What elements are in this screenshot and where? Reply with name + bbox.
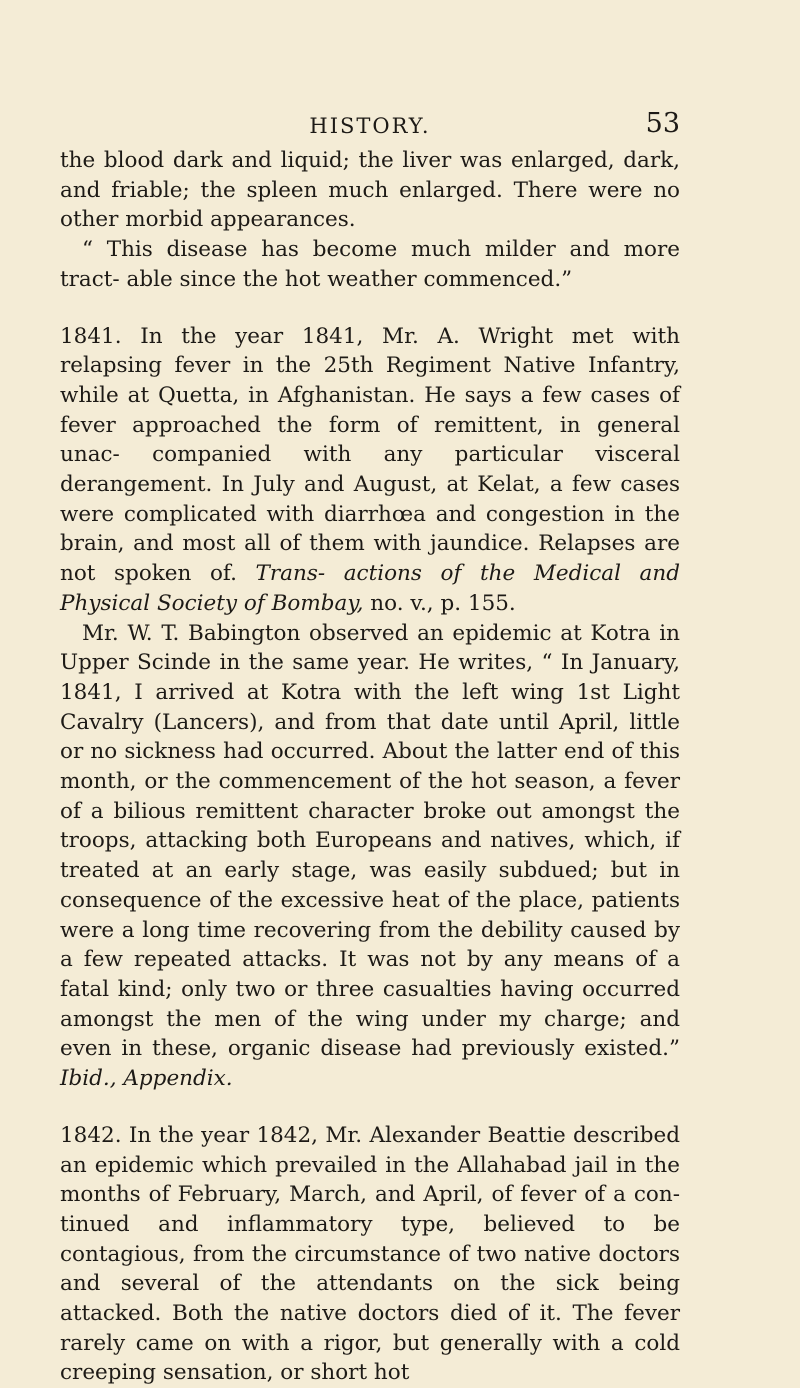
paragraph-text: 1841. In the year 1841, Mr. A. Wright met with relapsing fever in the 25th Regiment Native Infantry, while at Quetta, in Afghanistan. He says a few cases of fever approached the form of remittent, in general unac- companied with any particular visceral derangement. In July and August, at Kelat, a few cases were complicated with diarrhœa and congestion in the brain, and most all of them with jaundice. Relapses are not spoken of. <box>60 323 680 587</box>
body-text <box>60 146 680 1388</box>
running-title: HISTORY. <box>309 114 431 138</box>
running-head <box>60 108 680 144</box>
page-number: 53 <box>645 108 680 139</box>
paragraph-gap <box>60 1094 680 1121</box>
paragraph-autopsy-findings: the blood dark and liquid; the liver was enlarged, dark, and friable; the spleen much enlarged. There were no other morbid appearances. <box>60 148 680 233</box>
paragraph-1842-beattie: 1842. In the year 1842, Mr. Alexander Beattie described an epidemic which prevailed in the Allahabad jail in the months of February, March, and April, of fever of a con- tinued and inflammatory type, believed to be contagious, from the circumstance of two native doctors and several of the attendants on the sick being attacked. Both the native doctors died of it. The fever rarely came on with a rigor, but generally with a cold creeping sensation, or short hot <box>60 1122 680 1386</box>
citation-tail: no. v., p. 155. <box>363 590 516 616</box>
paragraph-text: Mr. W. T. Babington observed an epidemic at Kotra in Upper Scinde in the same year. He writes, “ In January, 1841, I arrived at Kotra with the left wing 1st Light Cavalry (Lancers), and from that date until April, little or no sickness had occurred. About the latter end of this month, or the commencement of the hot season, a fever of a bilious remittent character broke out amongst the troops, attacking both Europeans and natives, which, if treated at an early stage, was easily subdued; but in consequence of the excessive heat of the place, patients were a long time recovering from the debility caused by a few repeated attacks. It was not by any means of a fatal kind; only two or three casualties having occurred amongst the men of the wing under my charge; and even in these, organic disease had previously existed.” <box>60 620 680 1062</box>
paragraph-babington <box>60 619 680 1094</box>
paragraph-quote-milder: “ This disease has become much milder and more tract- able since the hot weather commenced.” <box>60 237 680 292</box>
paragraph-1841-wright <box>60 322 680 619</box>
paragraph-gap <box>60 295 680 322</box>
citation-ibid: Ibid., Appendix. <box>60 1066 233 1092</box>
citation-transactions: Trans- actions of the Medical and Physical Society of Bombay, <box>60 561 680 616</box>
